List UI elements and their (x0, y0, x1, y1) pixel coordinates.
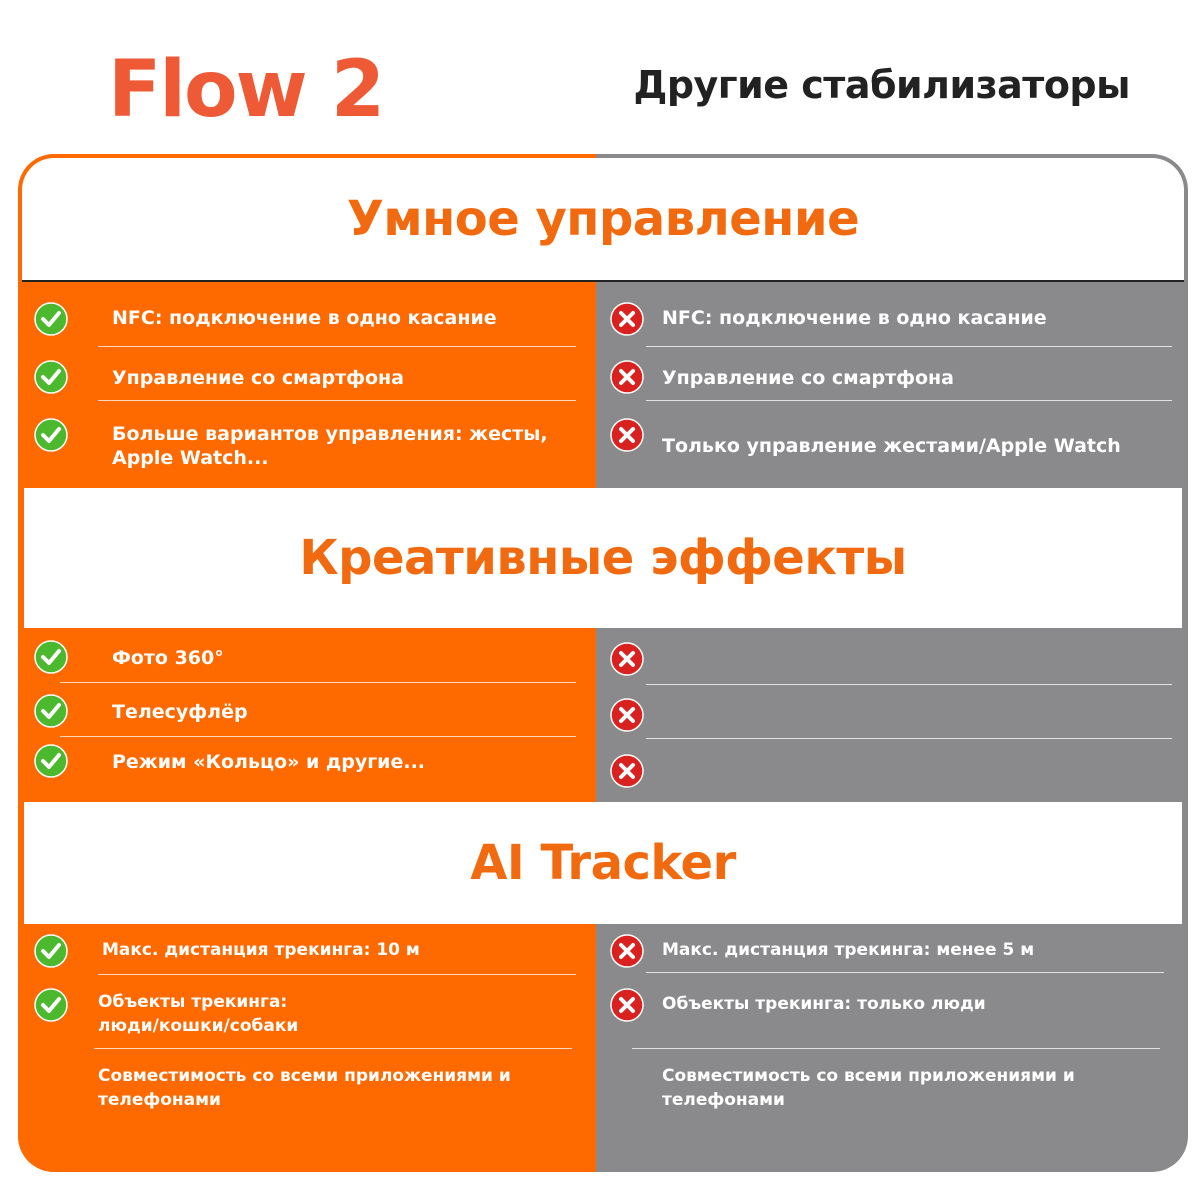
check-circle-icon (34, 360, 68, 394)
divider (98, 346, 576, 347)
cross-circle-icon (610, 418, 644, 452)
divider (646, 738, 1172, 739)
section-header-smart-control (22, 158, 1184, 282)
item-text: Больше вариантов управления: жесты, Apple Watch... (112, 423, 548, 469)
divider (98, 400, 576, 401)
competitor-title: Другие стабилизаторы (633, 63, 1130, 107)
cross-circle-icon (610, 302, 644, 336)
cross-circle-icon (610, 754, 644, 788)
comparison-table (18, 154, 1188, 1172)
section-creative-effects-flow2 (18, 628, 596, 802)
section-title: Креативные эффекты (299, 530, 907, 586)
section-ai-tracker-flow2 (18, 924, 596, 1172)
section-header-ai-tracker (24, 802, 1182, 924)
divider (646, 972, 1164, 973)
item-text: Макс. дистанция трекинга: менее 5 м (662, 940, 1035, 960)
brand-title: Flow 2 (108, 45, 384, 135)
divider (646, 346, 1172, 347)
item-text: Режим «Кольцо» и другие... (112, 751, 426, 773)
item-text: Объекты трекинга: люди/кошки/собаки (98, 992, 299, 1036)
item-text: Управление со смартфона (112, 367, 404, 389)
item-text: Только управление жестами/Apple Watch (662, 435, 1121, 457)
cross-circle-icon (610, 642, 644, 676)
divider (60, 682, 576, 683)
section-smart-control-competitor (596, 282, 1188, 488)
item-text: NFC: подключение в одно касание (112, 307, 497, 329)
cross-circle-icon (610, 934, 644, 968)
check-circle-icon (34, 744, 68, 778)
check-circle-icon (34, 640, 68, 674)
item-text: Фото 360° (112, 647, 224, 669)
check-circle-icon (34, 694, 68, 728)
section-ai-tracker-competitor (596, 924, 1188, 1172)
divider (98, 974, 576, 975)
item-text: Телесуфлёр (112, 701, 248, 723)
item-text: NFC: подключение в одно касание (662, 307, 1047, 329)
item-text: Управление со смартфона (662, 367, 954, 389)
item-text: Объекты трекинга: только люди (662, 994, 986, 1014)
divider (646, 684, 1172, 685)
divider (646, 400, 1172, 401)
section-creative-effects-competitor (596, 628, 1188, 802)
divider (60, 736, 576, 737)
section-smart-control-flow2 (18, 282, 596, 488)
section-title: Умное управление (346, 191, 860, 247)
divider (632, 1048, 1160, 1049)
section-title: AI Tracker (470, 835, 736, 891)
cross-circle-icon (610, 360, 644, 394)
item-text: Макс. дистанция трекинга: 10 м (102, 940, 420, 960)
check-circle-icon (34, 418, 68, 452)
check-circle-icon (34, 988, 68, 1022)
divider (94, 1048, 572, 1049)
item-text: Совместимость со всеми приложениями и телефонами (98, 1066, 511, 1110)
check-circle-icon (34, 302, 68, 336)
section-header-creative-effects (24, 488, 1182, 628)
check-circle-icon (34, 934, 68, 968)
cross-circle-icon (610, 988, 644, 1022)
item-text: Совместимость со всеми приложениями и телефонами (662, 1066, 1075, 1110)
cross-circle-icon (610, 698, 644, 732)
